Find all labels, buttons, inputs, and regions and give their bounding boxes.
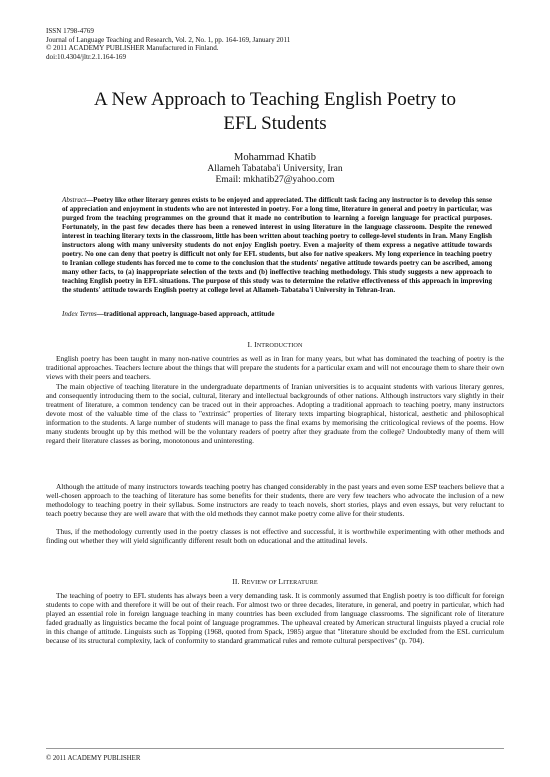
footer-rule (46, 748, 504, 749)
copyright-line: © 2011 ACADEMY PUBLISHER Manufactured in Finland. (46, 44, 219, 53)
intro-paragraph-1: English poetry has been taught in many non-native countries as well as in Iran for many years, but what has dominated the teaching of poetry is the traditional approaches. Teachers lecture about the things that will prepare the students for a particular exam and will not encourage them to share their own views with their peers and teachers. (46, 354, 504, 382)
title-line-1: A New Approach to Teaching English Poetry to (94, 89, 456, 110)
index-terms-text: —traditional approach, language-based approach, attitude (96, 310, 275, 318)
section-heading-review: II. REVIEW OF LITERATURE (232, 577, 318, 586)
intro-paragraph-3: Although the attitude of many instructors towards teaching poetry has changed considerably in the past years and even some ESP teachers believe that a well-chosen approach to the teaching of literature has some benefits for their students, there are very few teachers who advocate the inclusion of a new methodology to teaching poetry in their syllabus. Some instructors are ready to teach novels, short stories, plays and even essays, but very reluctant to teach poetry because they are well aware that with the old methods they cannot make poetry come alive for their students. (46, 481, 504, 518)
index-terms (62, 310, 492, 319)
paper-title (30, 88, 520, 136)
page-footer: © 2011 ACADEMY PUBLISHER (46, 755, 141, 762)
author-block (30, 152, 520, 187)
intro-paragraph-4: Thus, if the methodology currently used in the poetry classes is not effective and successful, it is worthwhile experimenting with other methods and finding out whether they will yield significantly different result both on educational and the attitudinal levels. (46, 526, 504, 545)
journal-header (46, 27, 290, 61)
doi-line: doi:10.4304/jltr.2.1.164-169 (46, 52, 127, 61)
section-heading-introduction: I. INTRODUCTION (247, 340, 303, 349)
abstract (62, 196, 492, 296)
abstract-lead: Abstract (62, 196, 87, 204)
journal-citation: Journal of Language Teaching and Research, Vol. 2, No. 1, pp. 164-169, January 2011 (46, 35, 291, 44)
index-terms-lead: Index Terms (62, 310, 97, 318)
intro-paragraph-2: The main objective of teaching literature in the undergraduate departments of Iranian universities is to acquaint students with various literary genres, and consequently introducing them to the social, cultural, literary and intellectual backgrounds of other nations. Although instructors vary slightly in their treatment of literature, a common tendency can be traced out in their approaches. Adopting a traditional approach to teaching poetry, many instructors devote most of the valuable time of the class to "extrinsic" properties of literary texts imparting biographical, historical, aesthetic and philosophical information to the students. A large number of students will manage to pass the final exams by memorising the criticological reviews of the poems. How many students brought up by this method will be the voluntary readers of poetry after they graduate from the college? Undoubtedly many of them will regard their literature classes as boring, monotonous and uninteresting. (46, 381, 504, 445)
review-paragraph-1: The teaching of poetry to EFL students has always been a very demanding task. It is commonly assumed that English poetry is too difficult for foreign students to cope with and therefore it will be out of their reach. For almost two or three decades, literature, in general, and poetry in particular, which had played an essential role in foreign language teaching in many countries has been excluded from language classrooms. The significant role of literature faded gradually as linguistics became the focal point of language programmes. The upheaval created by American structural linguists played a crucial role in this change of attitude. Linguists such as Topping (1968, quoted from Spack, 1985) argue that "literature should be excluded from the ESL curriculum because of its structural complexity, lack of conformity to standard grammatical rules and remote cultural perspectives" (p. 704). (46, 591, 504, 646)
title-line-2: EFL Students (223, 113, 327, 134)
author-email: Email: mkhatib27@yahoo.com (215, 175, 335, 185)
abstract-text: —Poetry like other literary genres exists to be enjoyed and appreciated. The difficult task facing any instructor is to develop this sense of appreciation and enjoyment in students who are not interested in poetry. For a long time, literature in general and poetry in particular, was purged from the teaching programmes on the ground that it made no contribution to learning a foreign language for practical purposes. Fortunately, in the past few decades there has been a renewed interest in using literature in the language classroom. Despite the renewed interest in teaching literary texts in the classroom, little has been written about teaching poetry to college-level students in Iran. Many English instructors along with many university students do not enjoy English poetry. Even a majority of them express a negative attitude towards poetry. No one can deny that poetry is difficult not only for EFL students, but also for native speakers. My long experience in teaching poetry to Iranian college students has forced me to come to the conclusion that the students' negative attitude towards poetry can be ascribed, among many other facts, to (a) inappropriate selection of the texts and (b) ineffective teaching methodology. This study suggests a new approach to teaching English poetry in EFL situations. The purpose of this study was to determine the relative effectiveness of this approach in improving the students' attitude towards English poetry at college level at Allameh-Tabataba'i University in Tehran-Iran. (62, 196, 492, 295)
author-name: Mohammad Khatib (234, 152, 316, 163)
issn-line: ISSN 1798-4769 (46, 27, 94, 35)
author-affiliation: Allameh Tabataba'i University, Iran (207, 163, 343, 174)
